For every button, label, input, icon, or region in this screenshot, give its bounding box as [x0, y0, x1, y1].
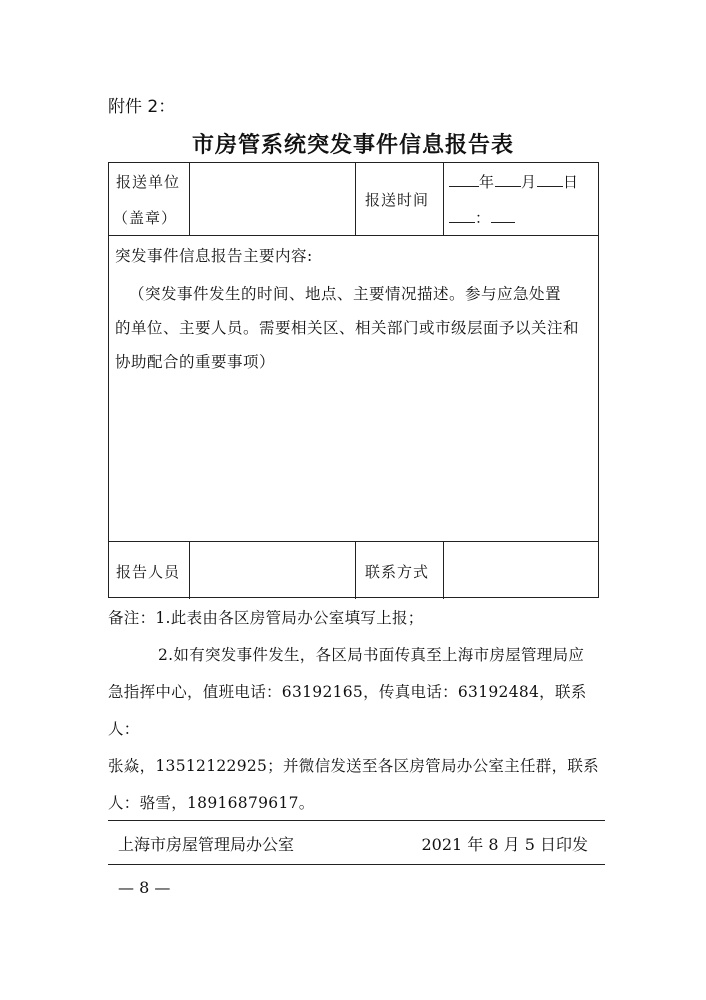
reporter-field[interactable]	[191, 543, 355, 599]
time-label: 报送时间	[365, 191, 430, 209]
hour-blank[interactable]	[449, 208, 475, 223]
note-line-3: 急指挥中心，值班电话：63192165，传真电话：63192484，联系人：	[108, 683, 587, 738]
content-heading: 突发事件信息报告主要内容:	[115, 247, 313, 265]
unit-label: 报送单位	[116, 173, 181, 191]
content-guidance-1: （突发事件发生的时间、地点、主要情况描述。参与应急处置	[129, 285, 562, 303]
day-char: 日	[563, 173, 580, 191]
row-divider-1	[109, 235, 598, 236]
col-divider-4	[189, 541, 190, 599]
form-title: 市房管系统突发事件信息报告表	[191, 132, 514, 158]
content-guidance-3: 协助配合的重要事项）	[115, 353, 276, 371]
minute-blank[interactable]	[491, 208, 515, 223]
contact-label: 联系方式	[365, 563, 430, 581]
unit-field[interactable]	[191, 163, 355, 235]
footer-rule-bottom	[108, 864, 605, 865]
month-char: 月	[521, 173, 538, 191]
col-divider-5	[355, 541, 356, 599]
note-line-5: 人：骆雪，18916879617。	[108, 794, 315, 812]
content-guidance-2: 的单位、主要人员。需要相关区、相关部门或市级层面予以关注和	[115, 319, 580, 337]
footer-issuer: 上海市房屋管理局办公室	[118, 835, 295, 854]
page-number: — 8 —	[118, 878, 171, 897]
year-char: 年	[479, 173, 496, 191]
day-blank[interactable]	[537, 172, 563, 187]
seal-label: （盖章）	[113, 209, 178, 227]
attachment-label: 附件 2：	[108, 97, 176, 117]
footer-date: 2021 年 8 月 5 日印发	[421, 835, 588, 854]
contact-field[interactable]	[445, 543, 595, 599]
footer-rule-top	[108, 820, 605, 821]
time-colon: ：	[475, 209, 492, 227]
month-blank[interactable]	[495, 172, 521, 187]
col-divider-1	[189, 163, 190, 235]
col-divider-3	[443, 163, 444, 235]
report-form-table	[108, 162, 599, 598]
reporter-label: 报告人员	[116, 563, 181, 581]
year-blank[interactable]	[449, 172, 479, 187]
time-line	[449, 207, 515, 228]
col-divider-6	[443, 541, 444, 599]
note-line-2: 2.如有突发事件发生，各区局书面传真至上海市房屋管理局应	[158, 646, 585, 664]
col-divider-2	[355, 163, 356, 235]
date-line	[449, 171, 579, 192]
notes-block	[108, 600, 608, 822]
note-line-4: 张焱，13512122925；并微信发送至各区房管局办公室主任群，联系	[108, 757, 599, 775]
row-divider-2	[109, 541, 598, 542]
note-line-1: 备注：1.此表由各区房管局办公室填写上报；	[108, 609, 424, 627]
